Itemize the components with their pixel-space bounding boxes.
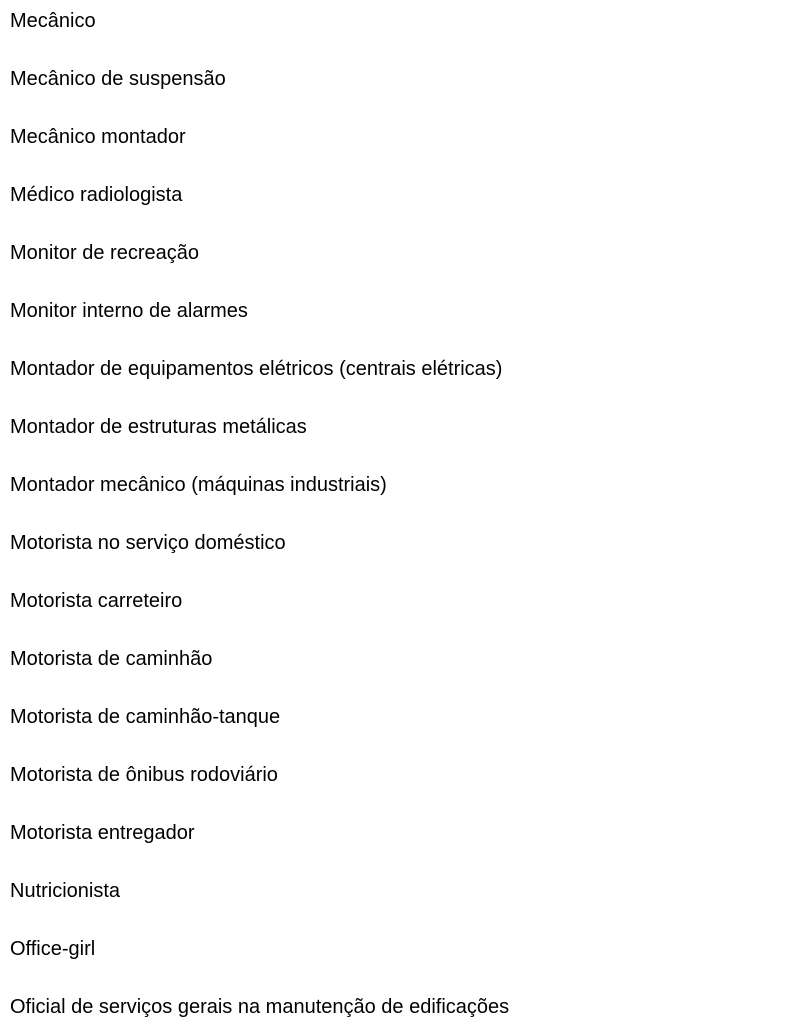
list-item: Mecânico montador: [10, 126, 186, 148]
list-item: Monitor de recreação: [10, 242, 199, 264]
list-item: Motorista no serviço doméstico: [10, 532, 286, 554]
list-item: Oficial de serviços gerais na manutenção de edificações: [10, 996, 510, 1018]
list-item: Montador de estruturas metálicas: [10, 416, 307, 438]
list-item: Mecânico: [10, 10, 96, 32]
list-item: Motorista de caminhão-tanque: [10, 706, 281, 728]
list-item: Office-girl: [10, 938, 96, 960]
list-item: Motorista entregador: [10, 822, 195, 844]
list-item: Motorista de ônibus rodoviário: [10, 764, 278, 786]
list-item: Motorista carreteiro: [10, 590, 183, 612]
list-item: Nutricionista: [10, 880, 121, 902]
list-item: Montador de equipamentos elétricos (centrais elétricas): [10, 358, 503, 380]
list-item: Monitor interno de alarmes: [10, 300, 248, 322]
list-item: Motorista de caminhão: [10, 648, 213, 670]
list-item: Montador mecânico (máquinas industriais): [10, 474, 387, 496]
list-item: Médico radiologista: [10, 184, 183, 206]
list-item: Mecânico de suspensão: [10, 68, 226, 90]
